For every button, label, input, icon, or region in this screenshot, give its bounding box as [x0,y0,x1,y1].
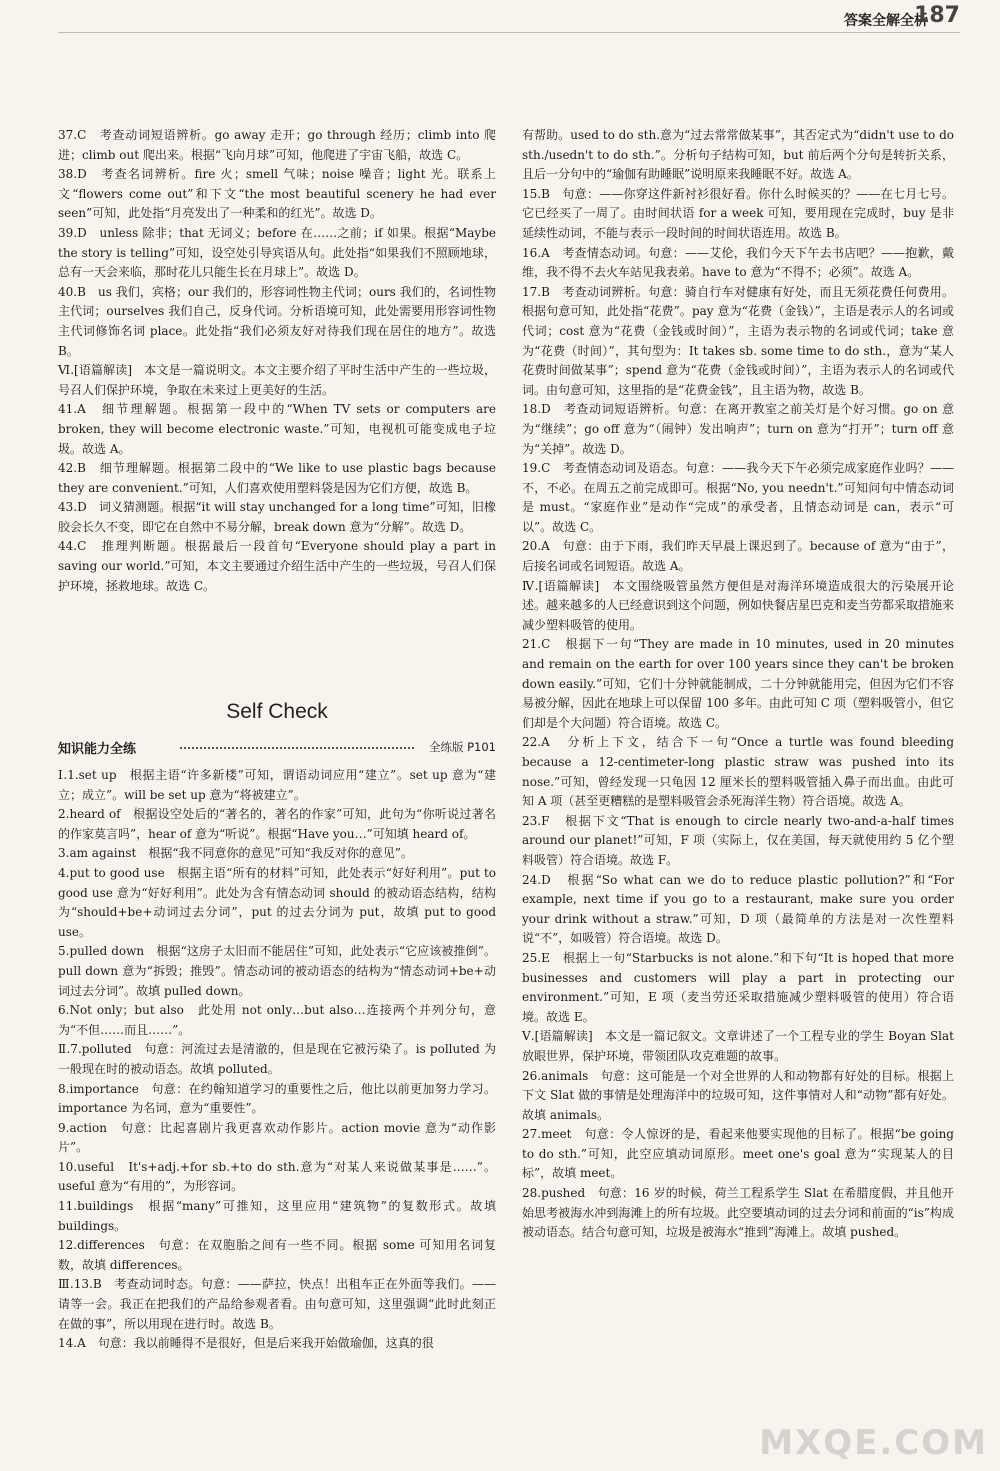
answer-item: 37.C 考查动词短语辨析。go away 走开；go through 经历；climb into 爬进；climb out 爬出来。根据“飞向月球”可知，他爬进了宇宙飞船，故选 C。 [58,128,496,162]
answer-item: 44.C 推理判断题。根据最后一段首句“Everyone should play a part in saving our world.”可知，本文主要通过介绍生活中产生的一些垃圾，号召人们保护环境，拯救地球。故选 C。 [58,539,496,593]
answer-item: 39.D unless 除非；that 无词义；before 在……之前；if 如果。根据“Maybe the story is telling”可知，设空处引导宾语从句。此处指“如果我们不照顾地球，总有一天会来临，那时花儿只能生长在月球上”。故选 D。 [58,225,496,280]
answer-item: 有帮助。used to do sth.意为“过去常常做某事”，其否定式为“didn't use to do sth./usedn't to do sth.”。分析句子结构可知，but 前后两个分句是转折关系，且后一分句中的“瑜伽有助睡眠”说明原来我睡眠不好。故选 A。 [522,128,954,182]
answer-item: 19.C 考查情态动词及语态。句意：——我今天下午必须完成家庭作业吗？——不，不必。在周五之前完成即可。根据“No, you needn't.”可知问句中情态动词是 must。“家庭作业”是动作“完成”的承受者，且情态动词是 can，表示“可以”。故选 C。 [522,461,954,534]
answer-item: 5.pulled down 根据“这房子太旧而不能居住”可知，此处表示“它应该被推倒”。pull down 意为“拆毁；推毁”。情态动词的被动语态的结构为“情态动词+be+动词过去分词”。故填 pulled down。 [58,944,496,998]
left-column-top [58,126,496,596]
answer-item: 41.A 细节理解题。根据第一段中的“When TV sets or computers are broken, they will become electronic waste.”可知，电视机可能变成电子垃圾。故选 A。 [58,402,496,456]
header-divider [58,32,960,33]
practice-label: 知识能力全练 [58,742,137,757]
answer-item: Ⅰ.1.set up 根据主语“许多新楼”可知，谓语动词应用“建立”。set up 意为“建立；成立”。will be set up 意为“将被建立”。 [58,768,496,802]
answer-item: 26.animals 句意：这可能是一个对全世界的人和动物都有好处的目标。根据上下文 Slat 做的事情是处理海洋中的垃圾可知，这件事情对人和“动物”都有好处。故填 animals。 [522,1068,954,1122]
answer-item: 6.Not only；but also 此处用 not only…but also…连接两个并列分句，意为“不但……而且……”。 [58,1003,496,1037]
answer-item: 4.put to good use 根据主语“所有的材料”可知，此处表示“好好利用”。put to good use 意为“好好利用”。此处为含有情态动词 should 的被动语态结构，结构为“should+be+动词过去分词”，put 的过去分词为 put，故填 put to good use。 [58,865,496,939]
answer-item: 18.D 考查动词短语辨析。句意：在离开教室之前关灯是个好习惯。go on 意为“继续”；go off 意为“（闹钟）发出响声”；turn on 意为“打开”；turn off 意为“关掉”。故选 D。 [522,402,954,456]
page-header [0,0,1000,34]
answer-item: 23.F 根据下文“That is enough to circle nearly two-and-a-half times around our planet!”可知，F 项（实际上，仅在美国，每天就使用约 5 亿个塑料吸管）符合语境。故选 F。 [522,813,954,867]
answer-item: 24.D 根据“So what can we do to reduce plastic pollution?”和“For example, next time if you go to a restaurant, make sure you order your drink without a straw.”可知，D 项（最简单的方法是对一次性塑料说“不”，如吸管）符合语境。故选 D。 [522,872,954,946]
answer-item: Ⅲ.13.B 考查动词时态。句意：——萨拉，快点！出租车正在外面等我们。——请等一会。我正在把我们的产品给参观者看。由句意可知，这里强调“此时此刻正在做的事”，所以用现在进行时。故选 B。 [58,1277,496,1331]
answer-item: 17.B 考查动词辨析。句意：骑自行车对健康有好处，而且无须花费任何费用。根据句意可知，此处指“花费”。pay 意为“花费（金钱）”，主语是表示人的名词或代词；cost 意为“花费（金钱或时间）”，主语为表示物的名词或代词；take 意为“花费（时间）”，其句型为：It takes sb. some time to do sth.，意为“某人花费时间做某事”；spend 意为“花费（金钱或时间）”，主语为表示人的名词或代词。由句意可知，这里指的是“花费金钱”，且主语为物，故选 B。 [522,284,954,397]
header-title: 答案全解全析 [844,13,928,29]
answer-item: 14.A 句意：我以前睡得不是很好，但是后来我开始做瑜伽，这真的很 [58,1336,434,1351]
left-column-bottom [58,766,496,1354]
practice-heading [58,738,496,758]
answer-item: Ⅱ.7.polluted 句意：河流过去是清澈的，但是现在它被污染了。is polluted 为一般现在时的被动语态。故填 polluted。 [58,1042,496,1076]
answer-item: 21.C 根据下一句“They are made in 10 minutes, used in 20 minutes and remain on the earth for over 100 years since they can't be broken down easily.”可知，它们十分钟就能制成，二十分钟就能用完，但因为它们不容易被分解，因此在地球上可以保留 100 多年。由此可知 C 项（塑料吸管小，但它们却是个大问题）符合语境。故选 C。 [522,637,954,730]
answer-item: 15.B 句意：——你穿这件新衬衫很好看。你什么时候买的？——在七月七号。它已经买了一周了。由时间状语 for a week 可知，要用现在完成时，buy 是非延续性动词，不能与表示一段时间的时间状语连用。故选 B。 [522,186,954,240]
answer-item: 43.D 词义猜测题。根据“it will stay unchanged for a long time”可知，旧橡胶会长久不变，即它在自然中不易分解，break down 意为“分解”。故选 D。 [58,500,496,534]
answer-item: 40.B us 我们，宾格；our 我们的，形容词性物主代词；ours 我们的，名词性物主代词；ourselves 我们自己，反身代词。分析语境可知，此处需要用形容词性物主代词修饰名词 place。此处指“我们必须友好对待我们现在居住的地方”。故选 B。 [58,284,496,358]
reading-summary: Ⅳ.[语篇解读] 本文围绕吸管虽然方便但是对海洋环境造成很大的污染展开论述。越来越多的人已经意识到这个问题，例如快餐店星巴克和麦当劳都采取措施来减少塑料吸管的使用。 [522,578,955,632]
section-title: Self Check [226,700,328,723]
answer-item: 11.buildings 根据“many”可推知，这里应用“建筑物”的复数形式。故填 buildings。 [58,1199,496,1233]
practice-ref: 全练版 P101 [428,740,496,754]
answer-item: 25.E 根据上一句“Starbucks is not alone.”和下句“It is hoped that more businesses and customers will play a part in protecting our environment.”可知，E 项（麦当劳还采取措施减少塑料吸管的使用）符合语境。故选 E。 [522,950,954,1024]
answer-item: 2.heard of 根据设空处后的“著名的，著名的作家”可知，此句为“你听说过著名的作家莫言吗”，hear of 意为“听说”。根据“Have you…”可知填 heard of。 [58,807,496,841]
reading-summary: Ⅴ.[语篇解读] 本文是一篇记叙文。文章讲述了一个工程专业的学生 Boyan Slat 放眼世界，保护环境，带领团队攻克难题的故事。 [522,1029,954,1063]
site-watermark: MXQE.COM [759,1423,988,1463]
answer-item: 3.am against 根据“我不同意你的意见”可知“我反对你的意见”。 [58,846,413,861]
answer-item: 22.A 分析上下文，结合下一句“Once a turtle was found bleeding because a 12-centimeter-long plastic straw was pushed into its nose.”可知，曾经发现一只龟因 12 厘米长的塑料吸管插入鼻子而出血。由此可知 A 项（甚至更糟糕的是塑料吸管会杀死海洋生物）符合语境。故选 A。 [522,735,954,809]
answer-item: 12.differences 句意：在双胞胎之间有一些不同。根据 some 可知用名词复数，故填 differences。 [58,1238,496,1272]
answer-item: 10.useful It's+adj.+for sb.+to do sth.意为“对某人来说做某事是……”。useful 意为“有用的”，为形容词。 [58,1159,496,1194]
answer-item: 20.A 句意：由于下雨，我们昨天早晨上课迟到了。because of 意为“由于”，后接名词或名词短语。故选 A。 [522,539,954,574]
answer-item: 27.meet 句意：令人惊讶的是，看起来他要实现他的目标了。根据“be going to do sth.”可知，此空应填动词原形。meet one's goal 意为“实现某人的目标”，故填 meet。 [522,1127,954,1181]
answer-item: 8.importance 句意：在约翰知道学习的重要性之后，他比以前更加努力学习。importance 为名词，意为“重要性”。 [58,1081,496,1116]
dotted-leader [180,747,414,749]
right-column [522,126,954,1243]
answer-item: 42.B 细节理解题。根据第二段中的“We like to use plastic bags because they are convenient.”可知，人们喜欢使用塑料袋是因为它们方便，故选 B。 [58,461,496,495]
answer-item: 16.A 考查情态动词。句意：——艾伦，我们今天下午去书店吧？——抱歉，戴维，我不得不去火车站见我表弟。have to 意为“不得不；必须”。故选 A。 [522,245,954,280]
answer-item: 28.pushed 句意：16 岁的时候，荷兰工程系学生 Slat 在希腊度假，并且他开始思考被海水冲到海滩上的所有垃圾。此空要填动词的过去分词和前面的“is”构成被动语态。结合句意可知，垃圾是被海水“推到”海滩上。故填 pushed。 [522,1186,954,1240]
page-number: 187 [914,3,960,28]
answer-item: 9.action 句意：比起喜剧片我更喜欢动作影片。action movie 意为“动作影片”。 [58,1120,496,1155]
reading-summary: Ⅵ.[语篇解读] 本文是一篇说明文。本文主要介绍了平时生活中产生的一些垃圾，号召人们保护环境，争取在未来过上更美好的生活。 [58,363,496,397]
answer-item: 38.D 考查名词辨析。fire 火；smell 气味；noise 噪音；light 光。联系上文“flowers come out”和下文“the most beautiful scenery he had ever seen”可知，此处指“月亮发出了一种柔和的红光”。故选 D。 [58,167,496,221]
